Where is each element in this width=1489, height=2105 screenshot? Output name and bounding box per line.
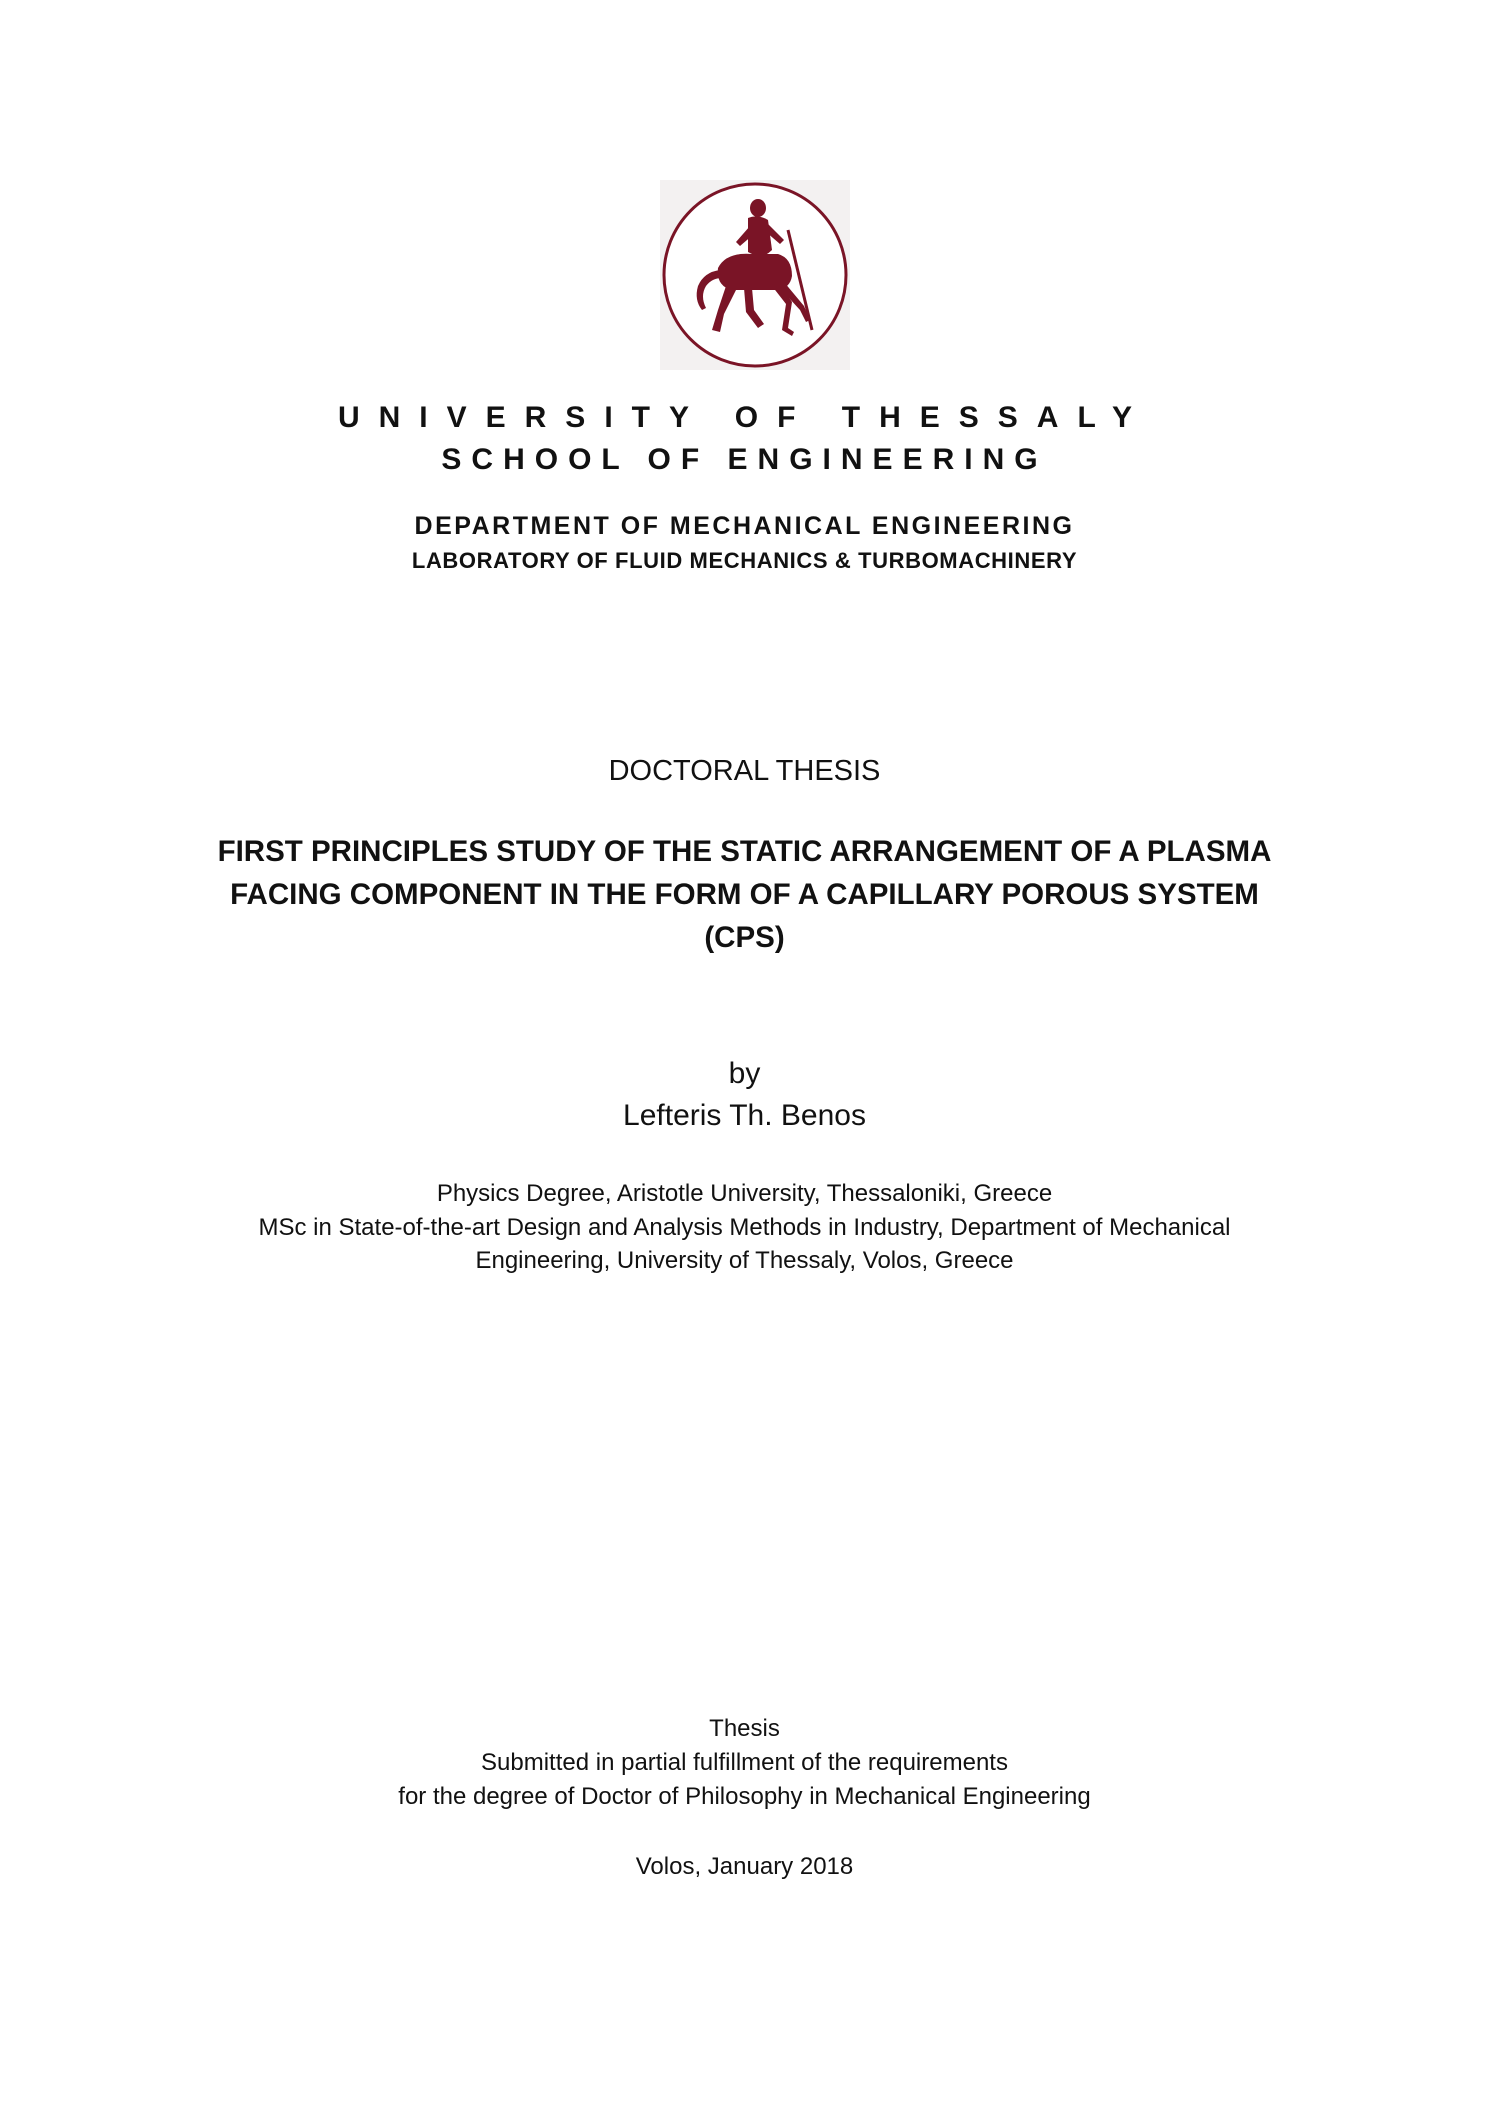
school-name: SCHOOL OF ENGINEERING <box>441 443 1048 476</box>
author-credential: Physics Degree, Aristotle University, Thessaloniki, Greece <box>436 1180 1053 1207</box>
centaur-seal-icon <box>660 180 850 370</box>
thesis-title <box>0 830 1489 959</box>
university-logo <box>660 180 850 370</box>
laboratory-name: LABORATORY OF FLUID MECHANICS & TURBOMACHINERY <box>411 548 1078 573</box>
thesis-title-line: FACING COMPONENT IN THE FORM OF A CAPILLARY POROUS SYSTEM <box>230 878 1259 911</box>
thesis-title-line: (CPS) <box>704 921 785 954</box>
submission-label: Thesis <box>709 1715 780 1742</box>
author-name: Lefteris Th. Benos <box>623 1099 866 1132</box>
author-credential: Engineering, University of Thessaly, Volos, Greece <box>475 1247 1014 1274</box>
document-type: DOCTORAL THESIS <box>608 755 881 787</box>
by-label: by <box>728 1057 761 1090</box>
thesis-title-line: FIRST PRINCIPLES STUDY OF THE STATIC ARRANGEMENT OF A PLASMA <box>217 835 1272 868</box>
author-credential: MSc in State-of-the-art Design and Analysis Methods in Industry, Department of Mechanical <box>258 1214 1231 1241</box>
submission-statement: Submitted in partial fulfillment of the requirements <box>481 1749 1008 1776</box>
place-date: Volos, January 2018 <box>635 1853 854 1880</box>
department-name: DEPARTMENT OF MECHANICAL ENGINEERING <box>414 512 1075 540</box>
university-name: UNIVERSITY OF THESSALY <box>337 401 1152 434</box>
degree-statement: for the degree of Doctor of Philosophy in Mechanical Engineering <box>398 1783 1091 1810</box>
